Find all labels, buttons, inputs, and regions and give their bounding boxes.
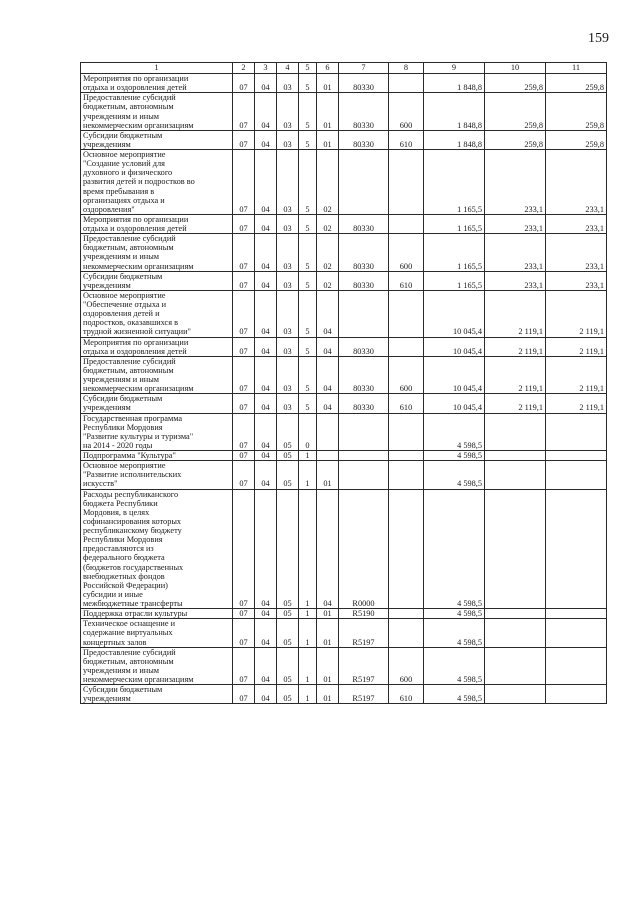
- amount-year3-cell: [546, 609, 607, 619]
- section-code-cell: 07: [233, 413, 255, 451]
- activity-code-cell: 01: [317, 461, 339, 489]
- amount-year2-cell: [485, 489, 546, 609]
- amount-year2-cell: [485, 647, 546, 685]
- activity-code-cell: 01: [317, 74, 339, 93]
- activity-code-cell: 04: [317, 489, 339, 609]
- table-row: [81, 150, 607, 215]
- program-code-cell: 03: [277, 290, 299, 337]
- section-code-cell: 07: [233, 461, 255, 489]
- subprogram-code-cell: 5: [299, 150, 317, 215]
- activity-code-cell: 04: [317, 290, 339, 337]
- subsection-code-cell: 04: [255, 609, 277, 619]
- amount-year3-cell: 2 119,1: [546, 394, 607, 413]
- expense-type-cell: [389, 413, 424, 451]
- row-name-cell: Предоставление субсидий бюджетным, автономным учреждениям и иным некоммерческим организациям: [81, 356, 233, 394]
- amount-year2-cell: [485, 685, 546, 704]
- program-code-cell: 05: [277, 619, 299, 647]
- amount-year3-cell: 259,8: [546, 130, 607, 149]
- amount-year1-cell: 1 848,8: [424, 93, 485, 131]
- section-code-cell: 07: [233, 290, 255, 337]
- activity-code-cell: 01: [317, 647, 339, 685]
- column-header: 5: [299, 63, 317, 74]
- subsection-code-cell: 04: [255, 461, 277, 489]
- amount-year3-cell: [546, 451, 607, 461]
- expense-direction-cell: [339, 413, 389, 451]
- column-header: 2: [233, 63, 255, 74]
- row-name-cell: Государственная программа Республики Мордовия "Развитие культуры и туризма" на 2014 - 2020 годы: [81, 413, 233, 451]
- table-row: [81, 271, 607, 290]
- subsection-code-cell: 04: [255, 234, 277, 272]
- subsection-code-cell: 04: [255, 130, 277, 149]
- expense-type-cell: [389, 290, 424, 337]
- amount-year3-cell: [546, 647, 607, 685]
- program-code-cell: 03: [277, 150, 299, 215]
- subprogram-code-cell: 5: [299, 130, 317, 149]
- amount-year1-cell: 4 598,5: [424, 609, 485, 619]
- amount-year3-cell: 233,1: [546, 150, 607, 215]
- amount-year1-cell: 4 598,5: [424, 461, 485, 489]
- section-code-cell: 07: [233, 451, 255, 461]
- expense-direction-cell: R0000: [339, 489, 389, 609]
- activity-code-cell: 01: [317, 93, 339, 131]
- activity-code-cell: 01: [317, 130, 339, 149]
- amount-year1-cell: 10 045,4: [424, 290, 485, 337]
- program-code-cell: 05: [277, 685, 299, 704]
- activity-code-cell: [317, 413, 339, 451]
- expense-direction-cell: 80330: [339, 394, 389, 413]
- section-code-cell: 07: [233, 356, 255, 394]
- amount-year2-cell: 2 119,1: [485, 290, 546, 337]
- activity-code-cell: 02: [317, 214, 339, 233]
- column-header: 1: [81, 63, 233, 74]
- amount-year3-cell: [546, 685, 607, 704]
- expense-direction-cell: [339, 150, 389, 215]
- section-code-cell: 07: [233, 93, 255, 131]
- expense-direction-cell: 80330: [339, 74, 389, 93]
- subsection-code-cell: 04: [255, 413, 277, 451]
- row-name-cell: Техническое оснащение и содержание виртуальных концертных залов: [81, 619, 233, 647]
- amount-year2-cell: [485, 451, 546, 461]
- section-code-cell: 07: [233, 337, 255, 356]
- amount-year2-cell: 259,8: [485, 93, 546, 131]
- amount-year1-cell: 4 598,5: [424, 647, 485, 685]
- table-row: [81, 356, 607, 394]
- subsection-code-cell: 04: [255, 685, 277, 704]
- expense-direction-cell: 80330: [339, 337, 389, 356]
- subprogram-code-cell: 5: [299, 394, 317, 413]
- expense-direction-cell: [339, 290, 389, 337]
- activity-code-cell: 02: [317, 150, 339, 215]
- subprogram-code-cell: 1: [299, 609, 317, 619]
- amount-year2-cell: [485, 609, 546, 619]
- activity-code-cell: [317, 451, 339, 461]
- amount-year1-cell: 4 598,5: [424, 451, 485, 461]
- row-name-cell: Предоставление субсидий бюджетным, автономным учреждениям и иным некоммерческим организациям: [81, 234, 233, 272]
- section-code-cell: 07: [233, 214, 255, 233]
- program-code-cell: 05: [277, 647, 299, 685]
- program-code-cell: 05: [277, 413, 299, 451]
- expense-direction-cell: 80330: [339, 271, 389, 290]
- activity-code-cell: 02: [317, 234, 339, 272]
- column-header: 11: [546, 63, 607, 74]
- amount-year3-cell: 2 119,1: [546, 356, 607, 394]
- section-code-cell: 07: [233, 234, 255, 272]
- subsection-code-cell: 04: [255, 74, 277, 93]
- subprogram-code-cell: 1: [299, 451, 317, 461]
- table-row: [81, 234, 607, 272]
- subprogram-code-cell: 1: [299, 685, 317, 704]
- amount-year2-cell: 2 119,1: [485, 337, 546, 356]
- table-row: [81, 290, 607, 337]
- expense-direction-cell: 80330: [339, 214, 389, 233]
- subsection-code-cell: 04: [255, 271, 277, 290]
- table-body: [81, 74, 607, 704]
- row-name-cell: Подпрограмма "Культура": [81, 451, 233, 461]
- subsection-code-cell: 04: [255, 356, 277, 394]
- row-name-cell: Предоставление субсидий бюджетным, автономным учреждениям и иным некоммерческим организациям: [81, 647, 233, 685]
- row-name-cell: Мероприятия по организации отдыха и оздоровления детей: [81, 337, 233, 356]
- table-row: [81, 647, 607, 685]
- amount-year2-cell: 259,8: [485, 74, 546, 93]
- subprogram-code-cell: 5: [299, 337, 317, 356]
- amount-year3-cell: 259,8: [546, 93, 607, 131]
- row-name-cell: Поддержка отрасли культуры: [81, 609, 233, 619]
- amount-year1-cell: 1 165,5: [424, 271, 485, 290]
- header-row: [81, 63, 607, 74]
- expense-type-cell: [389, 451, 424, 461]
- row-name-cell: Субсидии бюджетным учреждениям: [81, 130, 233, 149]
- amount-year2-cell: 233,1: [485, 234, 546, 272]
- subprogram-code-cell: 1: [299, 489, 317, 609]
- activity-code-cell: 02: [317, 271, 339, 290]
- row-name-cell: Основное мероприятие "Обеспечение отдыха и оздоровления детей и подростков, оказавшихся в трудной жизненной ситуации": [81, 290, 233, 337]
- amount-year2-cell: [485, 619, 546, 647]
- amount-year1-cell: 1 165,5: [424, 214, 485, 233]
- expense-type-cell: [389, 214, 424, 233]
- column-header: 9: [424, 63, 485, 74]
- program-code-cell: 03: [277, 234, 299, 272]
- row-name-cell: Основное мероприятие "Развитие исполнительских искусств": [81, 461, 233, 489]
- row-name-cell: Субсидии бюджетным учреждениям: [81, 271, 233, 290]
- amount-year3-cell: [546, 489, 607, 609]
- expense-type-cell: [389, 489, 424, 609]
- row-name-cell: Предоставление субсидий бюджетным, автономным учреждениям и иным некоммерческим организациям: [81, 93, 233, 131]
- program-code-cell: 03: [277, 356, 299, 394]
- table-row: [81, 619, 607, 647]
- section-code-cell: 07: [233, 489, 255, 609]
- subsection-code-cell: 04: [255, 214, 277, 233]
- amount-year3-cell: [546, 619, 607, 647]
- expense-type-cell: 610: [389, 685, 424, 704]
- amount-year3-cell: [546, 413, 607, 451]
- section-code-cell: 07: [233, 74, 255, 93]
- page-number: 159: [588, 31, 609, 46]
- activity-code-cell: 01: [317, 609, 339, 619]
- expense-type-cell: 600: [389, 647, 424, 685]
- amount-year1-cell: 1 848,8: [424, 130, 485, 149]
- amount-year1-cell: 10 045,4: [424, 337, 485, 356]
- program-code-cell: 03: [277, 394, 299, 413]
- expense-direction-cell: [339, 461, 389, 489]
- section-code-cell: 07: [233, 130, 255, 149]
- table-row: [81, 685, 607, 704]
- subprogram-code-cell: 5: [299, 74, 317, 93]
- expense-direction-cell: [339, 451, 389, 461]
- table-row: [81, 461, 607, 489]
- row-name-cell: Основное мероприятие "Создание условий для духовного и физического развития детей и подростков во время пребывания в организациях отдыха и оздоровления": [81, 150, 233, 215]
- subsection-code-cell: 04: [255, 150, 277, 215]
- expense-type-cell: [389, 461, 424, 489]
- activity-code-cell: 01: [317, 685, 339, 704]
- amount-year1-cell: 1 848,8: [424, 74, 485, 93]
- expense-type-cell: [389, 74, 424, 93]
- budget-table: [80, 62, 607, 704]
- program-code-cell: 03: [277, 337, 299, 356]
- expense-type-cell: [389, 150, 424, 215]
- activity-code-cell: 04: [317, 337, 339, 356]
- column-header: 4: [277, 63, 299, 74]
- amount-year2-cell: 259,8: [485, 130, 546, 149]
- table-row: [81, 214, 607, 233]
- table-row: [81, 74, 607, 93]
- subprogram-code-cell: 5: [299, 290, 317, 337]
- activity-code-cell: 01: [317, 619, 339, 647]
- subsection-code-cell: 04: [255, 290, 277, 337]
- subsection-code-cell: 04: [255, 337, 277, 356]
- expense-type-cell: [389, 609, 424, 619]
- section-code-cell: 07: [233, 647, 255, 685]
- amount-year3-cell: [546, 461, 607, 489]
- subsection-code-cell: 04: [255, 93, 277, 131]
- amount-year1-cell: 4 598,5: [424, 489, 485, 609]
- activity-code-cell: 04: [317, 394, 339, 413]
- subprogram-code-cell: 5: [299, 271, 317, 290]
- column-header: 10: [485, 63, 546, 74]
- amount-year3-cell: 233,1: [546, 234, 607, 272]
- subprogram-code-cell: 5: [299, 214, 317, 233]
- subprogram-code-cell: 1: [299, 647, 317, 685]
- row-name-cell: Мероприятия по организации отдыха и оздоровления детей: [81, 214, 233, 233]
- table-row: [81, 413, 607, 451]
- program-code-cell: 03: [277, 271, 299, 290]
- row-name-cell: Мероприятия по организации отдыха и оздоровления детей: [81, 74, 233, 93]
- program-code-cell: 05: [277, 609, 299, 619]
- amount-year1-cell: 4 598,5: [424, 685, 485, 704]
- amount-year3-cell: 2 119,1: [546, 337, 607, 356]
- amount-year1-cell: 1 165,5: [424, 150, 485, 215]
- amount-year1-cell: 10 045,4: [424, 394, 485, 413]
- expense-type-cell: 600: [389, 356, 424, 394]
- row-name-cell: Субсидии бюджетным учреждениям: [81, 685, 233, 704]
- program-code-cell: 03: [277, 214, 299, 233]
- table-row: [81, 93, 607, 131]
- subprogram-code-cell: 0: [299, 413, 317, 451]
- subprogram-code-cell: 1: [299, 619, 317, 647]
- program-code-cell: 05: [277, 461, 299, 489]
- table-row: [81, 609, 607, 619]
- table-row: [81, 130, 607, 149]
- expense-direction-cell: R5197: [339, 685, 389, 704]
- expense-direction-cell: R5190: [339, 609, 389, 619]
- subsection-code-cell: 04: [255, 647, 277, 685]
- expense-type-cell: [389, 337, 424, 356]
- amount-year1-cell: 10 045,4: [424, 356, 485, 394]
- expense-direction-cell: 80330: [339, 130, 389, 149]
- expense-direction-cell: 80330: [339, 356, 389, 394]
- amount-year2-cell: [485, 413, 546, 451]
- subsection-code-cell: 04: [255, 451, 277, 461]
- table-row: [81, 337, 607, 356]
- column-header: 3: [255, 63, 277, 74]
- expense-type-cell: [389, 619, 424, 647]
- amount-year1-cell: 4 598,5: [424, 619, 485, 647]
- subprogram-code-cell: 5: [299, 356, 317, 394]
- expense-direction-cell: 80330: [339, 93, 389, 131]
- amount-year3-cell: 233,1: [546, 214, 607, 233]
- program-code-cell: 03: [277, 130, 299, 149]
- expense-direction-cell: 80330: [339, 234, 389, 272]
- expense-type-cell: 600: [389, 93, 424, 131]
- amount-year2-cell: 2 119,1: [485, 356, 546, 394]
- amount-year1-cell: 1 165,5: [424, 234, 485, 272]
- expense-type-cell: 610: [389, 271, 424, 290]
- subsection-code-cell: 04: [255, 489, 277, 609]
- table-row: [81, 394, 607, 413]
- activity-code-cell: 04: [317, 356, 339, 394]
- section-code-cell: 07: [233, 685, 255, 704]
- table-row: [81, 489, 607, 609]
- section-code-cell: 07: [233, 150, 255, 215]
- row-name-cell: Расходы республиканского бюджета Республики Мордовия, в целях софинансирования которых республиканскому бюджету Республики Мордовия предоставляются из федерального бюджета (бюджетов государственных внебюджетных фондов Российской Федерации) субсидии и иные межбюджетные трансферты: [81, 489, 233, 609]
- amount-year3-cell: 2 119,1: [546, 290, 607, 337]
- amount-year1-cell: 4 598,5: [424, 413, 485, 451]
- program-code-cell: 05: [277, 489, 299, 609]
- subprogram-code-cell: 5: [299, 93, 317, 131]
- amount-year2-cell: 233,1: [485, 214, 546, 233]
- section-code-cell: 07: [233, 609, 255, 619]
- column-header: 7: [339, 63, 389, 74]
- column-header: 6: [317, 63, 339, 74]
- amount-year2-cell: 233,1: [485, 271, 546, 290]
- amount-year3-cell: 259,8: [546, 74, 607, 93]
- table-row: [81, 451, 607, 461]
- amount-year2-cell: 233,1: [485, 150, 546, 215]
- subprogram-code-cell: 1: [299, 461, 317, 489]
- section-code-cell: 07: [233, 619, 255, 647]
- row-name-cell: Субсидии бюджетным учреждениям: [81, 394, 233, 413]
- program-code-cell: 03: [277, 93, 299, 131]
- program-code-cell: 05: [277, 451, 299, 461]
- subprogram-code-cell: 5: [299, 234, 317, 272]
- expense-direction-cell: R5197: [339, 619, 389, 647]
- program-code-cell: 03: [277, 74, 299, 93]
- expense-direction-cell: R5197: [339, 647, 389, 685]
- expense-type-cell: 610: [389, 394, 424, 413]
- subsection-code-cell: 04: [255, 394, 277, 413]
- amount-year2-cell: 2 119,1: [485, 394, 546, 413]
- expense-type-cell: 610: [389, 130, 424, 149]
- section-code-cell: 07: [233, 271, 255, 290]
- amount-year2-cell: [485, 461, 546, 489]
- section-code-cell: 07: [233, 394, 255, 413]
- column-header: 8: [389, 63, 424, 74]
- amount-year3-cell: 233,1: [546, 271, 607, 290]
- expense-type-cell: 600: [389, 234, 424, 272]
- subsection-code-cell: 04: [255, 619, 277, 647]
